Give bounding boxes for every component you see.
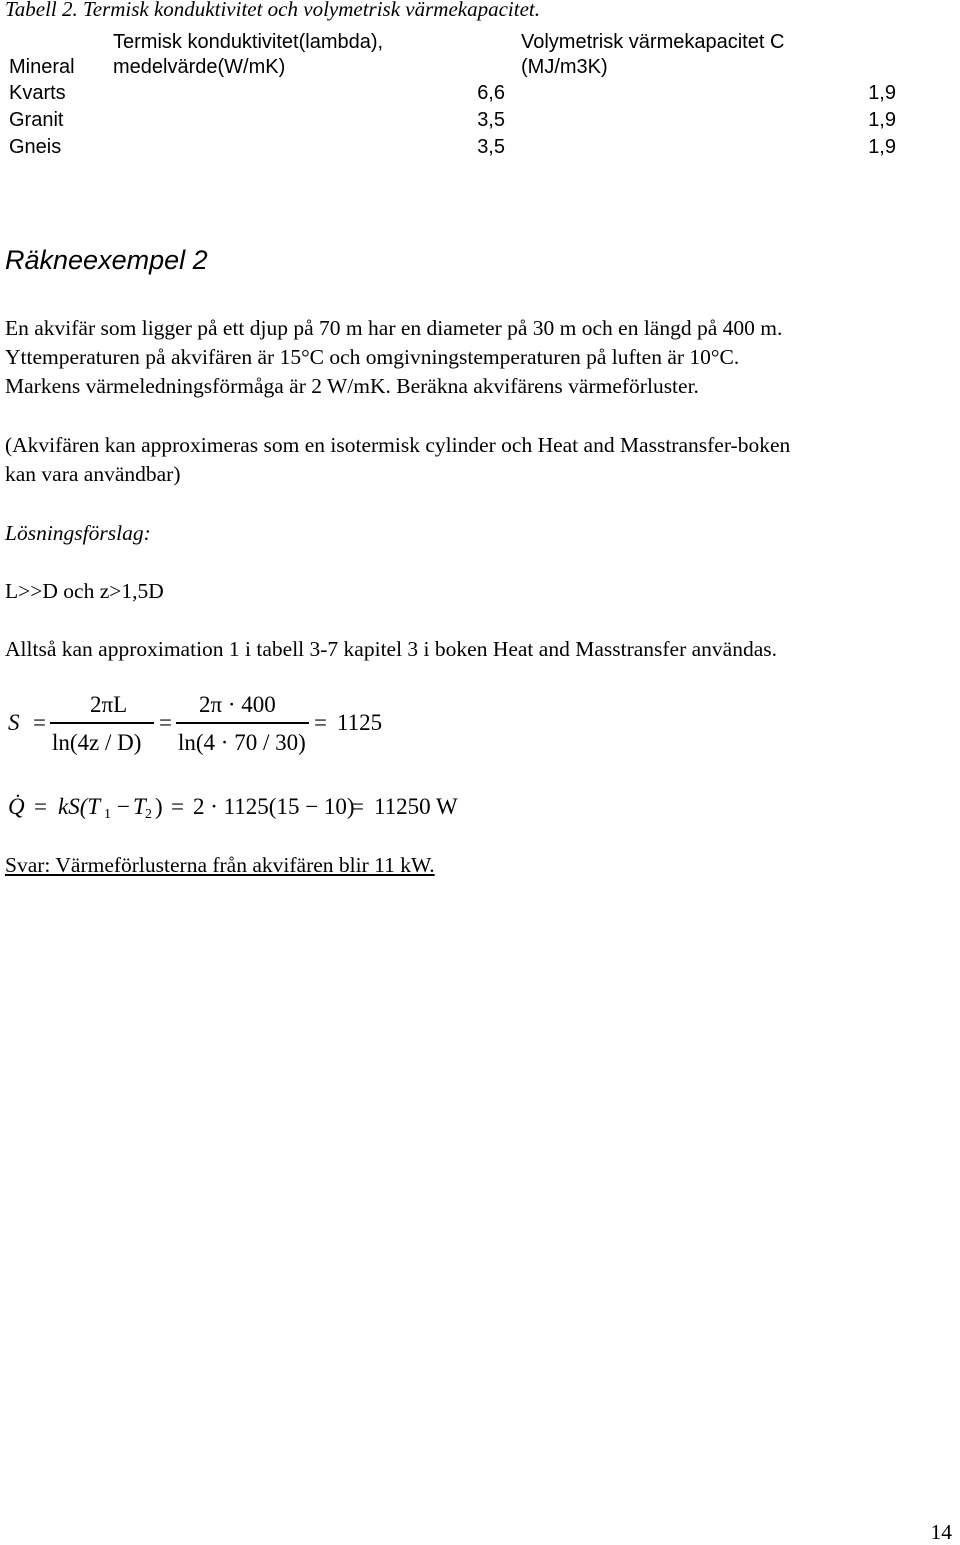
row-capacity: 1,9 [868,109,896,131]
problem-line: Markens värmeledningsförmåga är 2 W/mK. Beräkna akvifärens värmeförluster. [5,374,699,398]
header-conductivity-line2: medelvärde(W/mK) [113,56,286,78]
header-mineral: Mineral [9,56,75,78]
hint-line: (Akvifären kan approximeras som en isotermisk cylinder och Heat and Masstransfer-boken [5,433,791,457]
eq2-sub2: 2 [145,807,152,822]
hint-line: kan vara användbar) [5,462,181,486]
header-conductivity-line1: Termisk konduktivitet(lambda), [113,31,384,53]
eq2-expr2: T [133,794,146,819]
eq2-result: 11250 W [374,794,458,819]
row-mineral: Gneis [9,136,62,158]
eq1-equals: = [159,710,172,735]
approximation-text: Alltså kan approximation 1 i tabell 3-7 kapitel 3 i boken Heat and Masstransfer användas. [5,637,777,661]
eq1-lhs: S [8,710,20,735]
header-capacity-line1: Volymetrisk värmekapacitet C [521,31,785,53]
solution-label: Lösningsförslag: [5,521,151,545]
eq2-equals: = [171,794,184,819]
problem-line: Yttemperaturen på akvifären är 15°C och omgivningstemperaturen på luften är 10°C. [5,345,740,369]
eq1-frac1-denominator: ln(4z / D) [52,730,142,755]
condition-text: L>>D och z>1,5D [5,579,164,603]
answer-text: Svar: Värmeförlusterna från akvifären blir 11 kW. [5,853,435,877]
page-number: 14 [930,1520,952,1544]
eq2-sub1: 1 [104,807,111,822]
eq2-expr1: kS(T [58,794,101,819]
eq1-result: 1125 [337,710,383,735]
eq1-frac2-denominator: ln(4 · 70 / 30) [178,730,306,755]
eq1-frac2-numerator: 2π · 400 [199,692,276,717]
row-conductivity: 3,5 [477,109,505,131]
header-capacity-line2: (MJ/m3K) [521,56,608,78]
eq1-equals: = [314,710,327,735]
table-caption: Tabell 2. Termisk konduktivitet och volymetrisk värmekapacitet. [5,0,540,21]
example-heading: Räkneexempel 2 [5,245,208,275]
eq2-minus: − [117,794,130,819]
mineral-table [0,0,960,170]
problem-line: En akvifär som ligger på ett djup på 70 m har en diameter på 30 m och en längd på 400 m. [5,316,783,340]
eq1-equals: = [33,710,46,735]
eq1-frac1-numerator: 2πL [90,692,128,717]
problem-statement [5,314,950,401]
eq2-expr3: 2 · 1125(15 − 10) [193,794,355,819]
row-conductivity: 6,6 [477,82,505,104]
row-mineral: Granit [9,109,64,131]
row-mineral: Kvarts [9,82,66,104]
hint-paragraph [5,431,950,489]
eq1-frac1-line [50,722,154,724]
eq2-equals: = [351,794,364,819]
row-capacity: 1,9 [868,136,896,158]
row-capacity: 1,9 [868,82,896,104]
eq2-lhs: Q̇ [8,794,25,819]
eq2-close: ) [155,794,163,819]
eq2-equals: = [34,794,47,819]
eq1-frac2-line [176,722,309,724]
row-conductivity: 3,5 [477,136,505,158]
